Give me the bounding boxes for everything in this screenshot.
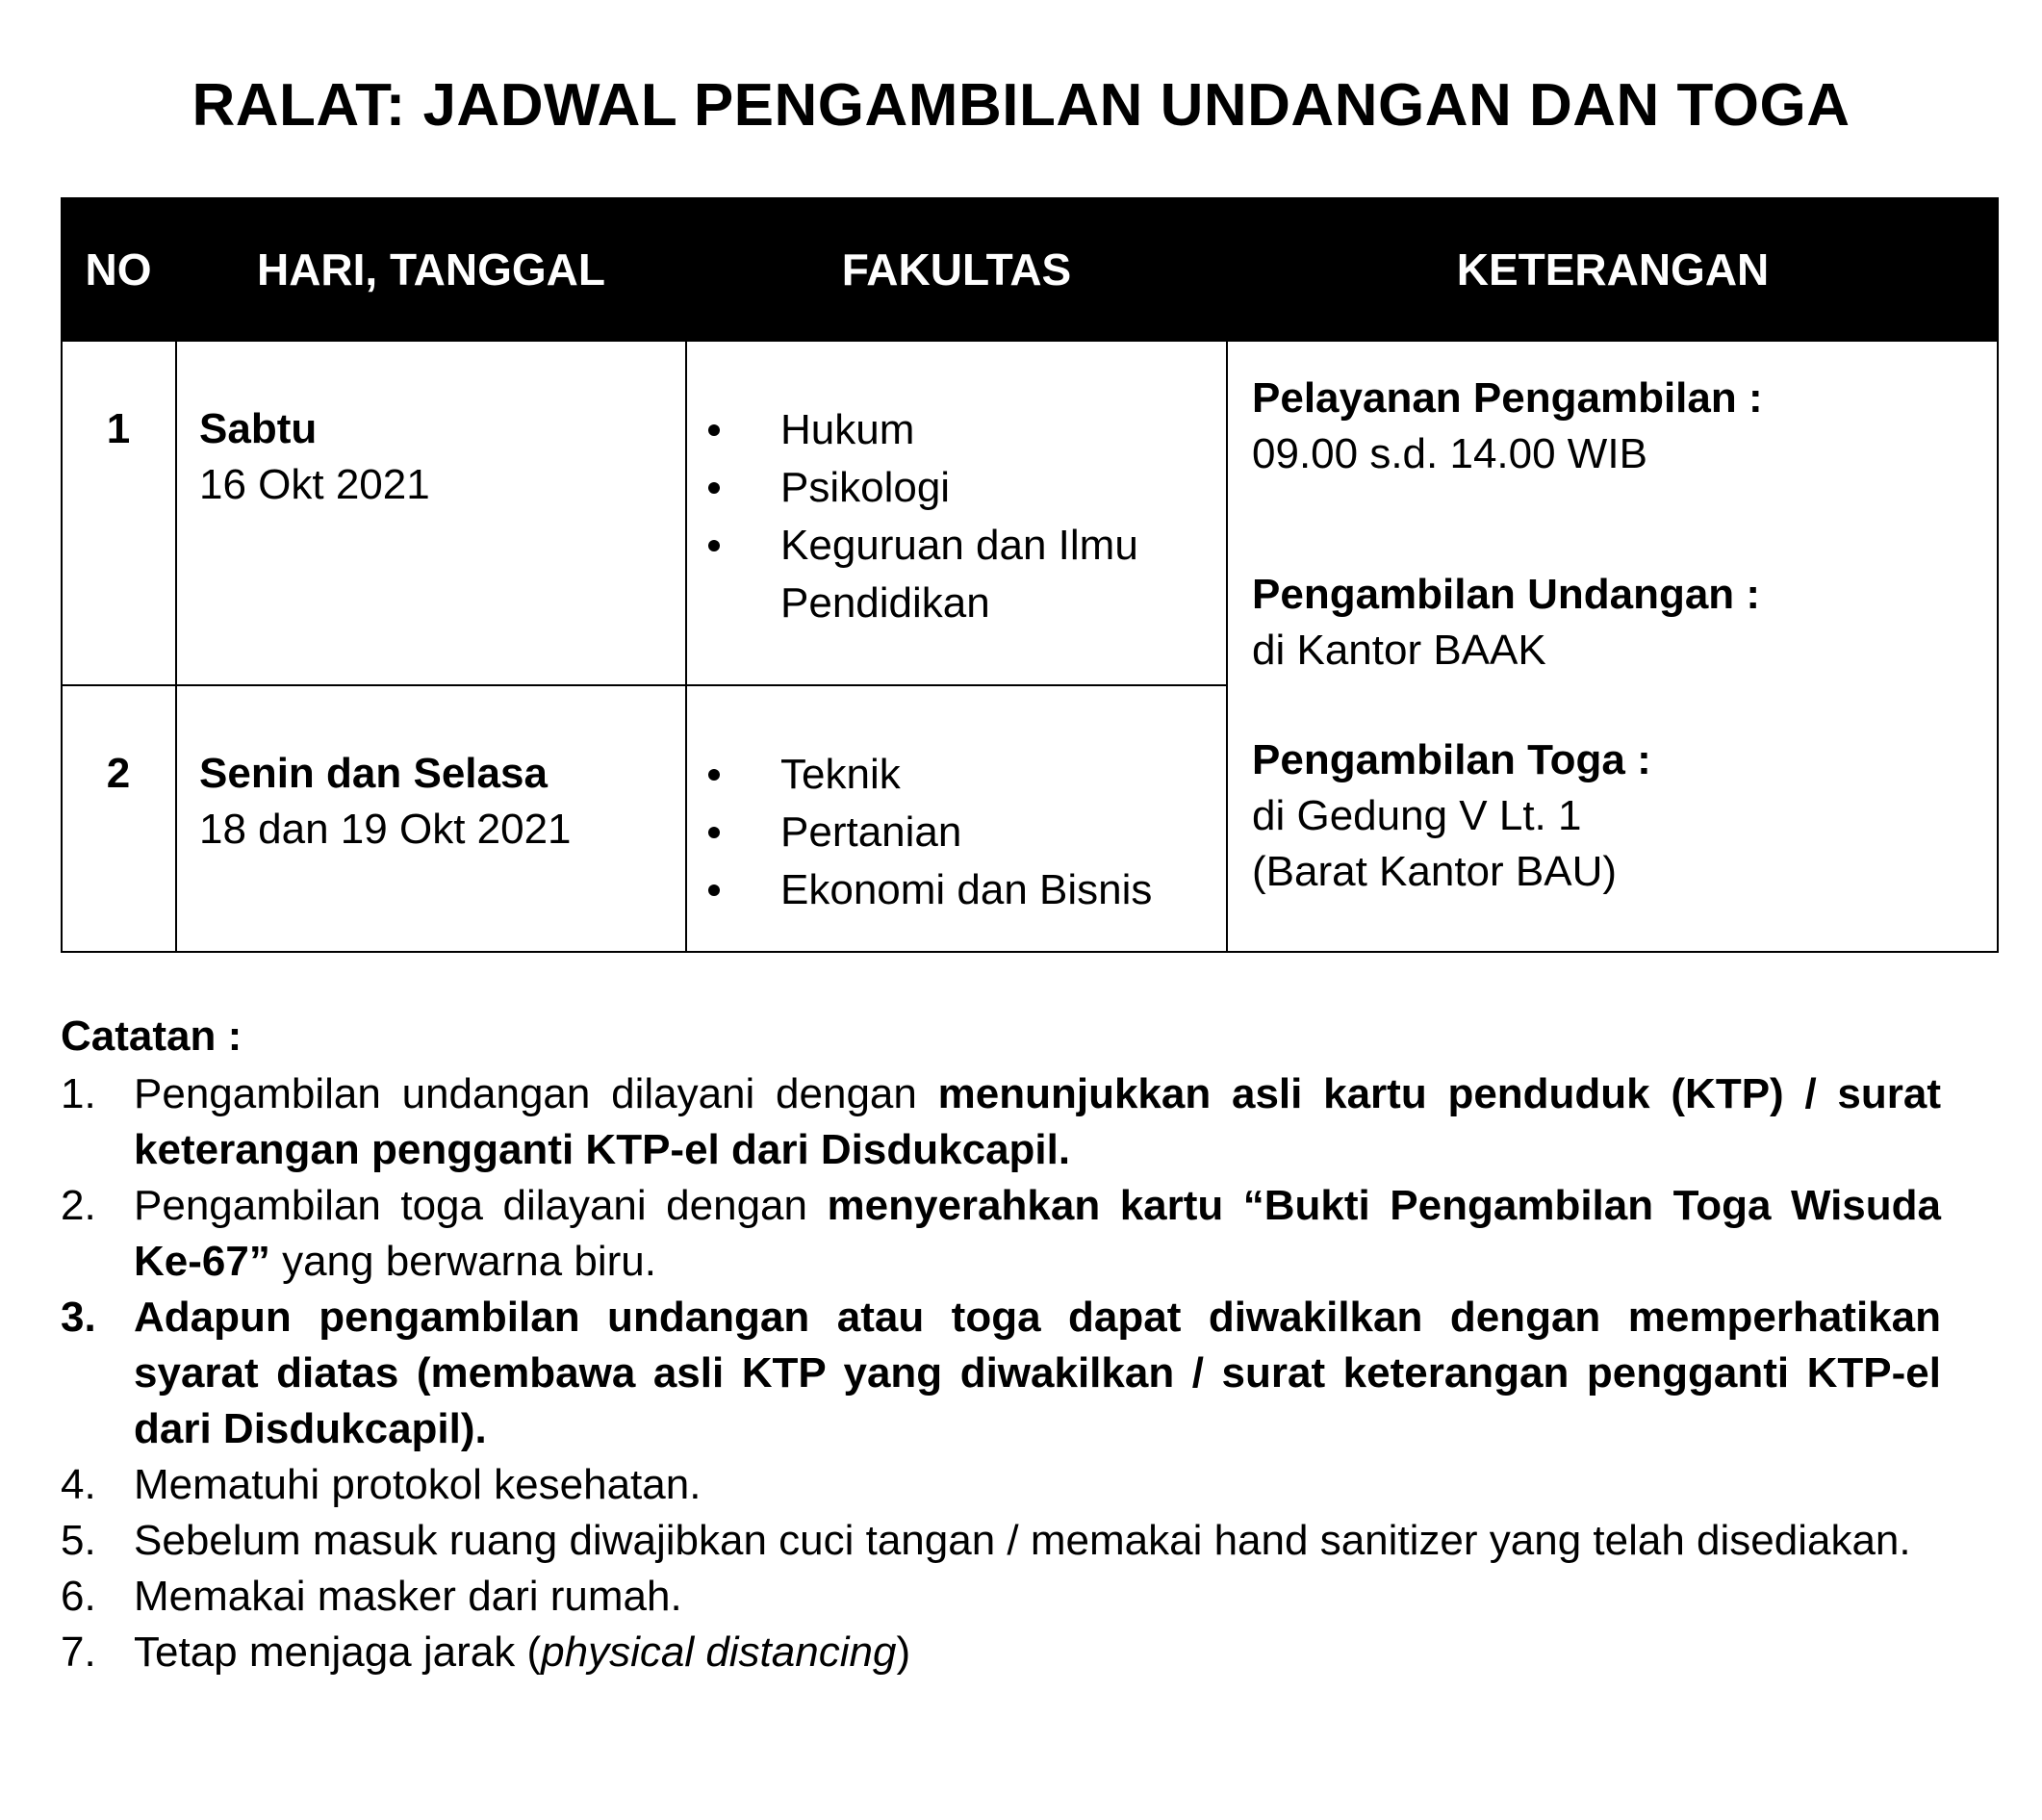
- list-item: Hukum: [686, 401, 1225, 459]
- note-item: [61, 1569, 1941, 1625]
- note-text: Pengambilan undangan dilayani dengan: [134, 1070, 938, 1117]
- note-number: 1.: [61, 1070, 96, 1117]
- toga-label: Pengambilan Toga :: [1252, 736, 1651, 783]
- note-item: [61, 1625, 1941, 1680]
- note-item: [61, 1066, 1941, 1178]
- row1-date: 16 Okt 2021: [199, 461, 430, 508]
- header-info: KETERANGAN: [1456, 244, 1770, 295]
- row2-date: 18 dan 19 Okt 2021: [199, 806, 572, 853]
- invitation-value: di Kantor BAAK: [1252, 627, 1546, 674]
- bullet-icon: [708, 424, 720, 436]
- header-faculty: FAKULTAS: [841, 244, 1072, 295]
- notes-title: Catatan :: [61, 1013, 242, 1060]
- bullet-icon: [708, 884, 720, 896]
- page-title: RALAT: JADWAL PENGAMBILAN UNDANGAN DAN TOGA: [191, 72, 1851, 139]
- note-text: yang berwarna biru.: [269, 1238, 656, 1285]
- note-text: Memakai masker dari rumah.: [134, 1573, 682, 1620]
- note-item: [61, 1178, 1941, 1290]
- row-divider: [61, 684, 1228, 686]
- note-text-italic: physical distancing: [541, 1628, 897, 1676]
- row1-faculty-list: [686, 401, 1225, 632]
- list-item: Psikologi: [686, 459, 1225, 517]
- note-number: 2.: [61, 1182, 96, 1229]
- note-number: 6.: [61, 1573, 96, 1620]
- row2-day: Senin dan Selasa: [199, 750, 548, 797]
- row1-no: 1: [106, 405, 131, 452]
- list-item: Pertanian: [686, 804, 1225, 861]
- list-item: Keguruan dan Ilmu Pendidikan: [686, 517, 1225, 632]
- note-text: Pengambilan toga dilayani dengan: [134, 1182, 828, 1229]
- row2-no: 2: [106, 750, 131, 797]
- bullet-icon: [708, 482, 720, 494]
- list-item: Ekonomi dan Bisnis: [686, 861, 1225, 919]
- note-text-bold: menunjukkan asli kartu penduduk (KTP) / surat keterangan pengganti KTP-el dari Disdukcapil.: [134, 1070, 1942, 1173]
- note-text: ): [896, 1628, 911, 1676]
- note-text: Mematuhi protokol kesehatan.: [134, 1461, 702, 1508]
- note-number: 4.: [61, 1461, 96, 1508]
- toga-value-2: (Barat Kantor BAU): [1252, 848, 1618, 895]
- note-item: [61, 1290, 1941, 1457]
- note-number: 3.: [61, 1294, 96, 1341]
- border-bottom: [61, 951, 1999, 953]
- header-date: HARI, TANGGAL: [256, 244, 605, 295]
- note-item: [61, 1513, 1941, 1569]
- bullet-icon: [708, 540, 720, 551]
- bullet-icon: [708, 769, 720, 781]
- header-no: NO: [85, 244, 152, 295]
- bullet-icon: [708, 827, 720, 838]
- divider-faculty: [1226, 342, 1228, 953]
- table-header: [61, 197, 1999, 342]
- row1-day: Sabtu: [199, 405, 318, 452]
- invitation-label: Pengambilan Undangan :: [1252, 571, 1761, 618]
- note-item: [61, 1457, 1941, 1513]
- note-text-bold: Adapun pengambilan undangan atau toga dapat diwakilkan dengan memperhatikan syarat diatas (membawa asli KTP yang diwakilkan / surat keterangan pengganti KTP-el dari Disdukcapil).: [134, 1294, 1941, 1452]
- service-label: Pelayanan Pengambilan :: [1252, 374, 1763, 422]
- note-text: Tetap menjaga jarak (: [134, 1628, 542, 1676]
- toga-value-1: di Gedung V Lt. 1: [1252, 792, 1582, 839]
- note-text-bold: menyerahkan kartu “Bukti Pengambilan Toga Wisuda Ke-67”: [134, 1182, 1942, 1285]
- service-value: 09.00 s.d. 14.00 WIB: [1252, 430, 1647, 477]
- row2-faculty-list: [686, 746, 1225, 919]
- schedule-table: [61, 197, 1999, 953]
- list-item: Teknik: [686, 746, 1225, 804]
- note-number: 7.: [61, 1628, 96, 1676]
- note-text: Sebelum masuk ruang diwajibkan cuci tangan / memakai hand sanitizer yang telah disediakan.: [134, 1517, 1911, 1564]
- notes-list: [61, 1066, 1941, 1680]
- border-right: [1997, 342, 1999, 953]
- note-number: 5.: [61, 1517, 96, 1564]
